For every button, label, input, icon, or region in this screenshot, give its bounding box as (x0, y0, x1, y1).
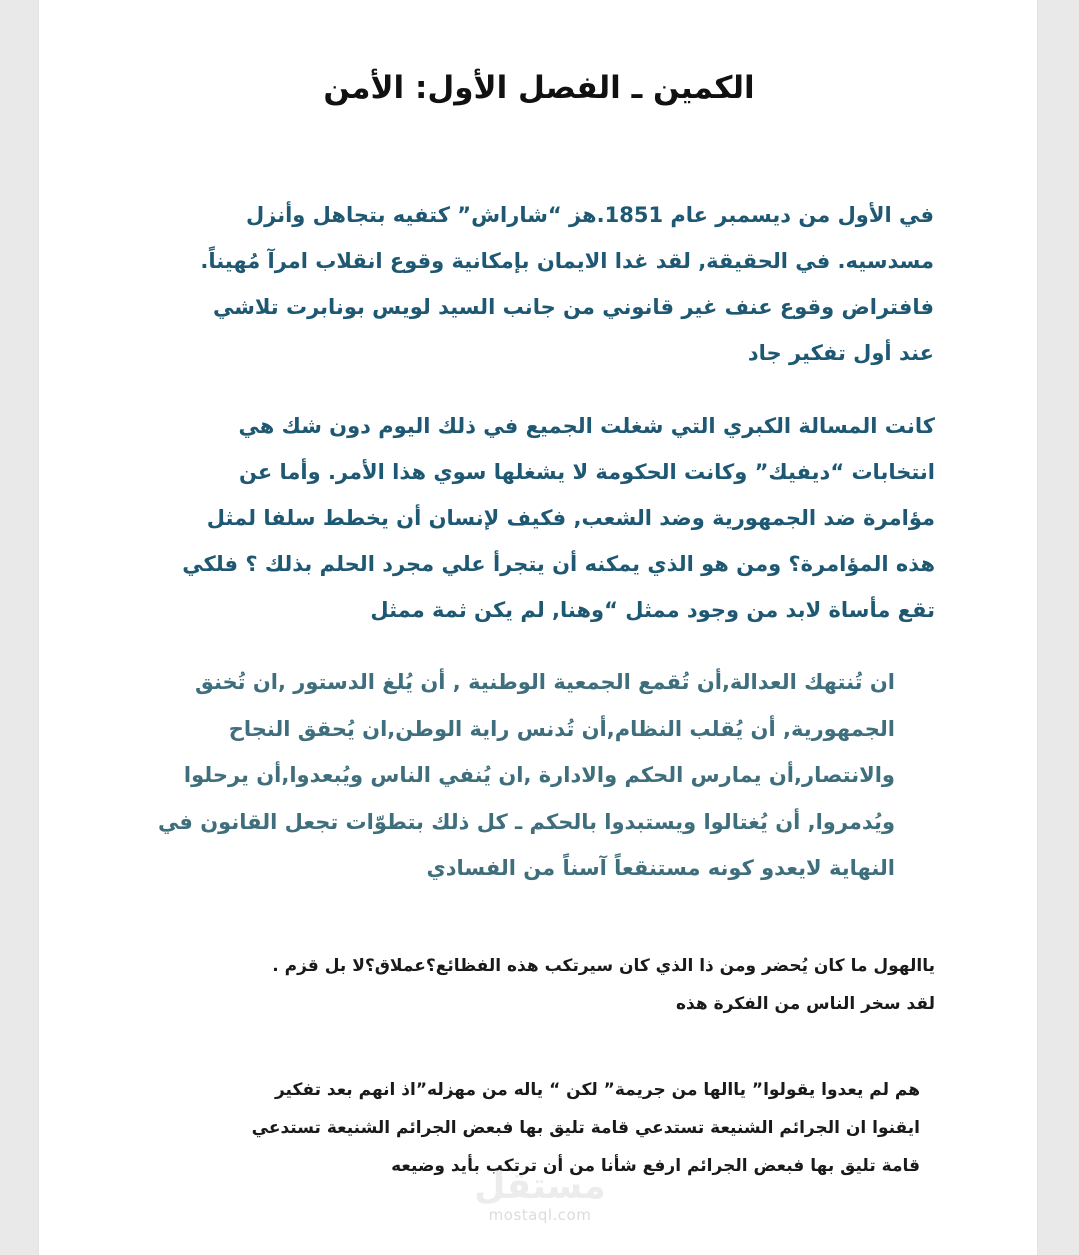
paragraph-line: هذه المؤامرة؟ ومن هو الذي يمكنه أن يتجرأ علي مجرد الحلم بذلك ؟ فلكي (182, 552, 935, 576)
watermark-arabic-text: مستقل (474, 1166, 606, 1207)
paragraph-line: ياالهول ما كان يُحضر ومن ذا الذي كان سيرتكب هذه الفظائع؟عملاق؟لا بل قزم . (272, 956, 935, 976)
paragraph-line: قامة تليق بها فبعض الجرائم ارفع شأنا من أن ترتكب بأيد وضيعه (391, 1156, 920, 1176)
paragraph-line: انتخابات “ديفيك” وكانت الحكومة لا يشغلها سوي هذا الأمر. وأما عن (238, 460, 935, 484)
watermark-latin-text: mostaql.com (488, 1206, 592, 1224)
paragraph-line: هم لم يعدوا يقولوا” ياالها من جريمة” لكن “ ياله من مهزله”اذ انهم بعد تفكير (274, 1080, 920, 1100)
paragraph-line: كانت المسالة الكبري التي شغلت الجميع في ذلك اليوم دون شك هي (238, 414, 935, 438)
paragraph-line: مسدسيه. في الحقيقة, لقد غدا الايمان بإمكانية وقوع انقلاب امرآ مُهيناً. (200, 249, 934, 273)
paragraph-line: عند أول تفكير جاد (747, 341, 934, 365)
paragraph-line: النهاية لايعدو كونه مستنقعاً آسناً من الفسادي (426, 856, 895, 880)
paragraph-5 (79, 1071, 920, 1185)
paragraph-line: الجمهورية, أن يُقلب النظام,أن تُدنس راية الوطن,ان يُحقق النجاح (228, 716, 895, 741)
document-page (39, 0, 1037, 1255)
paragraph-line: في الأول من ديسمبر عام 1851.هز “شاراش” كتفيه بتجاهل وأنزل (245, 203, 934, 227)
paragraph-line: ان تُنتهك العدالة,أن تُقمع الجمعية الوطنية , أن يُلغ الدستور ,ان تُخنق (195, 670, 895, 694)
paragraph-line: ويُدمروا, أن يُغتالوا ويستبدوا بالحكم ـ كل ذلك بتطوّات تجعل القانون في (157, 809, 895, 834)
paragraph-1 (79, 192, 934, 376)
paragraph-4 (79, 947, 935, 1023)
paragraph-line: والانتصار,أن يمارس الحكم والادارة ,ان يُنفي الناس ويُبعدوا,أن يرحلوا (183, 763, 895, 787)
paragraph-line: لقد سخر الناس من الفكرة هذه (676, 994, 935, 1014)
document-title: الكمين ـ الفصل الأول: الأمن (323, 70, 755, 106)
paragraph-3 (79, 659, 895, 892)
paragraph-2 (79, 403, 935, 633)
paragraph-line: مؤامرة ضد الجمهورية وضد الشعب, فكيف لإنسان أن يخطط سلفا لمثل (206, 506, 935, 530)
paragraph-line: فافتراض وقوع عنف غير قانوني من جانب السيد لويس بونابرت تلاشي (212, 295, 934, 319)
paragraph-line: ايقنوا ان الجرائم الشنيعة تستدعي قامة تليق بها فبعض الجرائم الشنيعة تستدعي (251, 1118, 920, 1138)
paragraph-line: تقع مأساة لابد من وجود ممثل “وهنا, لم يكن ثمة ممثل (370, 598, 935, 622)
